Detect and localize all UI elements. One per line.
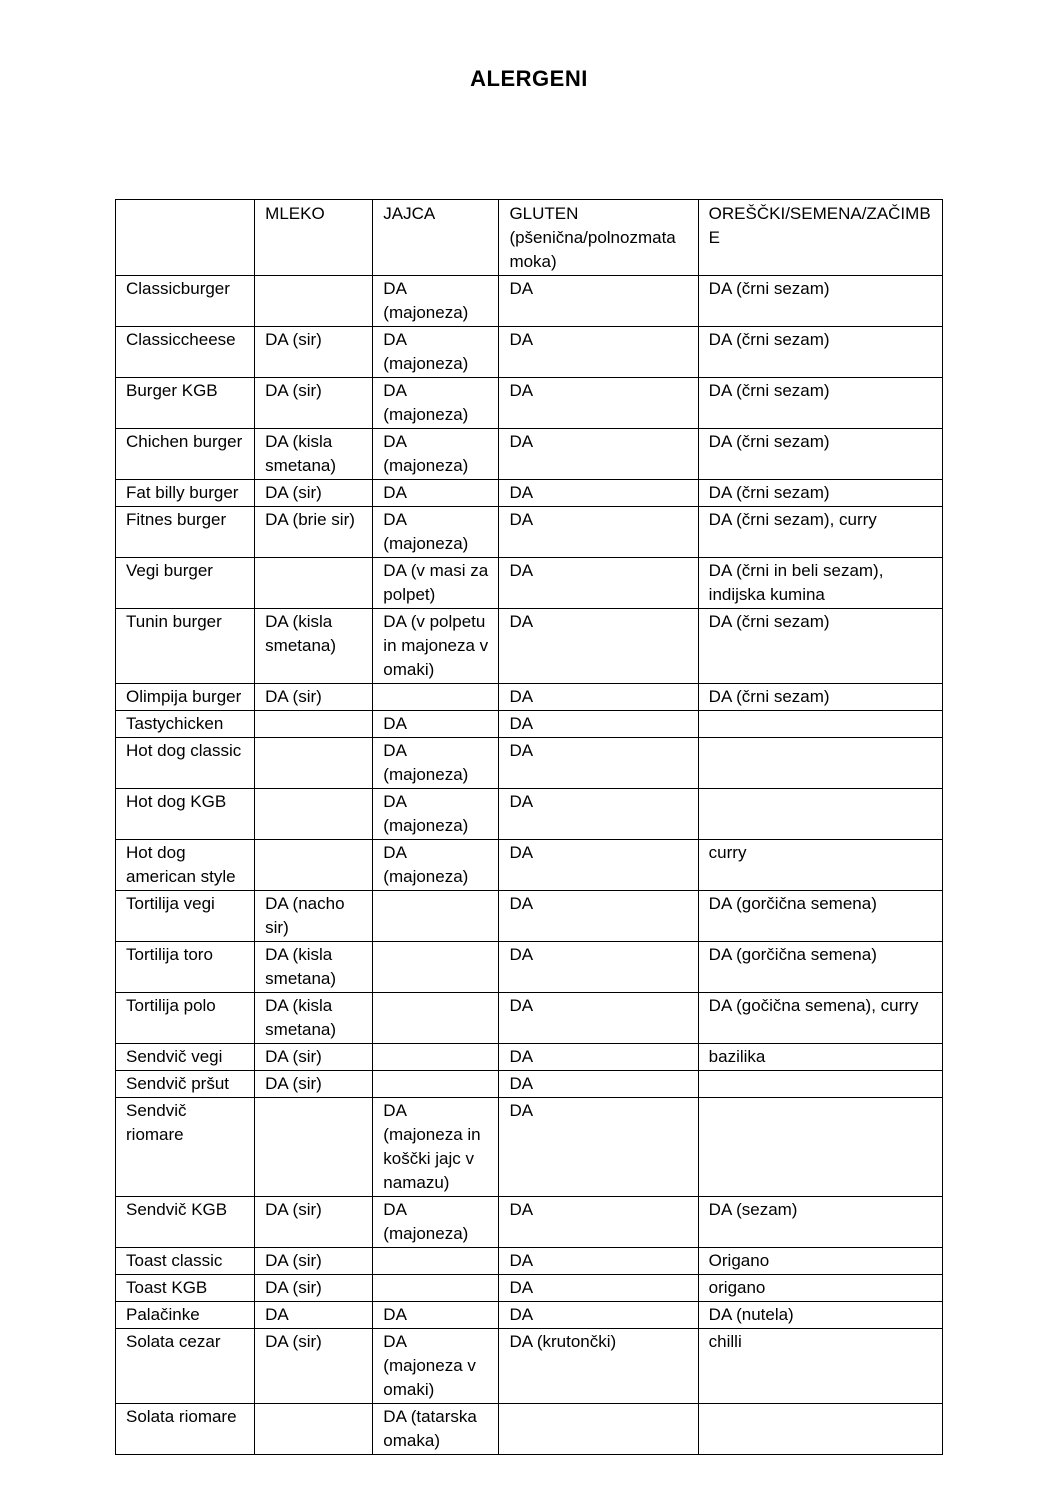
table-row	[116, 1044, 943, 1071]
item-name-cell: Toast KGB	[116, 1275, 255, 1302]
table-row	[116, 738, 943, 789]
eggs-cell: DA (majoneza)	[373, 738, 499, 789]
nuts-seeds-spices-cell: DA (črni sezam), curry	[698, 507, 942, 558]
table-row	[116, 1098, 943, 1197]
milk-cell	[255, 1098, 373, 1197]
eggs-cell: DA (majoneza)	[373, 1197, 499, 1248]
nuts-seeds-spices-cell: DA (črni in beli sezam), indijska kumina	[698, 558, 942, 609]
table-row	[116, 1404, 943, 1455]
nuts-seeds-spices-cell: DA (črni sezam)	[698, 480, 942, 507]
milk-cell	[255, 789, 373, 840]
item-name-cell: Solata cezar	[116, 1329, 255, 1404]
gluten-cell: DA	[499, 558, 698, 609]
nuts-seeds-spices-cell: origano	[698, 1275, 942, 1302]
item-name-cell: Sendvič riomare	[116, 1098, 255, 1197]
milk-cell: DA (sir)	[255, 480, 373, 507]
table-row	[116, 378, 943, 429]
milk-cell: DA (kisla smetana)	[255, 429, 373, 480]
gluten-cell: DA	[499, 942, 698, 993]
nuts-seeds-spices-cell: DA (nutela)	[698, 1302, 942, 1329]
table-row	[116, 1329, 943, 1404]
table-row	[116, 891, 943, 942]
item-name-cell: Hot dog classic	[116, 738, 255, 789]
milk-cell	[255, 738, 373, 789]
table-row	[116, 789, 943, 840]
table-row	[116, 507, 943, 558]
eggs-cell: DA	[373, 711, 499, 738]
gluten-cell	[499, 1404, 698, 1455]
eggs-cell: DA	[373, 480, 499, 507]
table-row	[116, 840, 943, 891]
table-row	[116, 684, 943, 711]
milk-cell: DA (sir)	[255, 1044, 373, 1071]
nuts-seeds-spices-cell	[698, 1071, 942, 1098]
item-name-cell: Tastychicken	[116, 711, 255, 738]
gluten-cell: DA	[499, 1248, 698, 1275]
item-name-cell: Tortilija toro	[116, 942, 255, 993]
item-name-cell: Tortilija vegi	[116, 891, 255, 942]
milk-cell: DA (sir)	[255, 684, 373, 711]
gluten-cell: DA	[499, 738, 698, 789]
milk-cell	[255, 711, 373, 738]
gluten-cell: DA (krutončki)	[499, 1329, 698, 1404]
nuts-seeds-spices-cell: DA (gorčična semena)	[698, 942, 942, 993]
milk-cell	[255, 276, 373, 327]
eggs-cell	[373, 891, 499, 942]
nuts-seeds-spices-cell: DA (črni sezam)	[698, 684, 942, 711]
nuts-seeds-spices-cell: curry	[698, 840, 942, 891]
gluten-cell: DA	[499, 684, 698, 711]
header-cell-nuts-seeds-spices: OREŠČKI/SEMENA/ZAČIMBE	[698, 200, 942, 276]
gluten-cell: DA	[499, 480, 698, 507]
gluten-cell: DA	[499, 891, 698, 942]
milk-cell: DA (sir)	[255, 1197, 373, 1248]
item-name-cell: Hot dog KGB	[116, 789, 255, 840]
gluten-cell: DA	[499, 1197, 698, 1248]
item-name-cell: Palačinke	[116, 1302, 255, 1329]
nuts-seeds-spices-cell: DA (črni sezam)	[698, 378, 942, 429]
eggs-cell: DA (majoneza in koščki jajc v namazu)	[373, 1098, 499, 1197]
nuts-seeds-spices-cell	[698, 1098, 942, 1197]
eggs-cell: DA (v masi za polpet)	[373, 558, 499, 609]
item-name-cell: Vegi burger	[116, 558, 255, 609]
nuts-seeds-spices-cell: DA (črni sezam)	[698, 327, 942, 378]
page-title: ALERGENI	[470, 66, 588, 91]
item-name-cell: Sendvič vegi	[116, 1044, 255, 1071]
eggs-cell	[373, 993, 499, 1044]
table-row	[116, 276, 943, 327]
milk-cell: DA (kisla smetana)	[255, 609, 373, 684]
eggs-cell	[373, 942, 499, 993]
gluten-cell: DA	[499, 1275, 698, 1302]
nuts-seeds-spices-cell: DA (črni sezam)	[698, 276, 942, 327]
table-row	[116, 1071, 943, 1098]
gluten-cell: DA	[499, 711, 698, 738]
item-name-cell: Burger KGB	[116, 378, 255, 429]
eggs-cell: DA (majoneza)	[373, 429, 499, 480]
milk-cell: DA (kisla smetana)	[255, 942, 373, 993]
milk-cell	[255, 840, 373, 891]
nuts-seeds-spices-cell	[698, 738, 942, 789]
milk-cell: DA (brie sir)	[255, 507, 373, 558]
eggs-cell: DA (majoneza)	[373, 378, 499, 429]
nuts-seeds-spices-cell: DA (črni sezam)	[698, 609, 942, 684]
milk-cell: DA (sir)	[255, 1275, 373, 1302]
nuts-seeds-spices-cell: bazilika	[698, 1044, 942, 1071]
item-name-cell: Sendvič KGB	[116, 1197, 255, 1248]
eggs-cell: DA (majoneza)	[373, 327, 499, 378]
table-row	[116, 429, 943, 480]
milk-cell: DA (sir)	[255, 1329, 373, 1404]
item-name-cell: Classiccheese	[116, 327, 255, 378]
table-row	[116, 1302, 943, 1329]
gluten-cell: DA	[499, 840, 698, 891]
item-name-cell: Olimpija burger	[116, 684, 255, 711]
item-name-cell: Solata riomare	[116, 1404, 255, 1455]
milk-cell: DA (sir)	[255, 1248, 373, 1275]
header-cell-eggs: JAJCA	[373, 200, 499, 276]
header-cell-gluten: GLUTEN (pšenična/polnozmata moka)	[499, 200, 698, 276]
allergen-table	[115, 199, 943, 1455]
eggs-cell	[373, 1044, 499, 1071]
table-row	[116, 942, 943, 993]
milk-cell: DA (nacho sir)	[255, 891, 373, 942]
gluten-cell: DA	[499, 507, 698, 558]
table-row	[116, 609, 943, 684]
item-name-cell: Fitnes burger	[116, 507, 255, 558]
nuts-seeds-spices-cell: DA (gočična semena), curry	[698, 993, 942, 1044]
table-row	[116, 558, 943, 609]
gluten-cell: DA	[499, 1071, 698, 1098]
gluten-cell: DA	[499, 429, 698, 480]
milk-cell: DA	[255, 1302, 373, 1329]
eggs-cell: DA (majoneza)	[373, 789, 499, 840]
eggs-cell: DA (majoneza)	[373, 840, 499, 891]
table-header-row	[116, 200, 943, 276]
table-row	[116, 1275, 943, 1302]
header-cell-item	[116, 200, 255, 276]
eggs-cell: DA (tatarska omaka)	[373, 1404, 499, 1455]
item-name-cell: Hot dog american style	[116, 840, 255, 891]
table-row	[116, 480, 943, 507]
item-name-cell: Tortilija polo	[116, 993, 255, 1044]
gluten-cell: DA	[499, 378, 698, 429]
gluten-cell: DA	[499, 993, 698, 1044]
nuts-seeds-spices-cell: DA (sezam)	[698, 1197, 942, 1248]
gluten-cell: DA	[499, 609, 698, 684]
eggs-cell: DA	[373, 1302, 499, 1329]
eggs-cell: DA (v polpetu in majoneza v omaki)	[373, 609, 499, 684]
gluten-cell: DA	[499, 276, 698, 327]
eggs-cell	[373, 1275, 499, 1302]
item-name-cell: Fat billy burger	[116, 480, 255, 507]
gluten-cell: DA	[499, 1044, 698, 1071]
nuts-seeds-spices-cell	[698, 789, 942, 840]
gluten-cell: DA	[499, 1098, 698, 1197]
gluten-cell: DA	[499, 789, 698, 840]
item-name-cell: Toast classic	[116, 1248, 255, 1275]
eggs-cell: DA (majoneza)	[373, 276, 499, 327]
table-row	[116, 993, 943, 1044]
eggs-cell: DA (majoneza)	[373, 507, 499, 558]
nuts-seeds-spices-cell: DA (gorčična semena)	[698, 891, 942, 942]
table-row	[116, 1248, 943, 1275]
table-row	[116, 327, 943, 378]
eggs-cell	[373, 1071, 499, 1098]
header-cell-milk: MLEKO	[255, 200, 373, 276]
nuts-seeds-spices-cell: DA (črni sezam)	[698, 429, 942, 480]
milk-cell: DA (sir)	[255, 1071, 373, 1098]
eggs-cell	[373, 1248, 499, 1275]
item-name-cell: Sendvič pršut	[116, 1071, 255, 1098]
milk-cell: DA (sir)	[255, 327, 373, 378]
item-name-cell: Chichen burger	[116, 429, 255, 480]
table-row	[116, 1197, 943, 1248]
eggs-cell	[373, 684, 499, 711]
nuts-seeds-spices-cell	[698, 1404, 942, 1455]
milk-cell: DA (kisla smetana)	[255, 993, 373, 1044]
nuts-seeds-spices-cell: Origano	[698, 1248, 942, 1275]
item-name-cell: Classicburger	[116, 276, 255, 327]
item-name-cell: Tunin burger	[116, 609, 255, 684]
table-row	[116, 711, 943, 738]
eggs-cell: DA (majoneza v omaki)	[373, 1329, 499, 1404]
milk-cell	[255, 1404, 373, 1455]
milk-cell	[255, 558, 373, 609]
nuts-seeds-spices-cell	[698, 711, 942, 738]
gluten-cell: DA	[499, 327, 698, 378]
gluten-cell: DA	[499, 1302, 698, 1329]
nuts-seeds-spices-cell: chilli	[698, 1329, 942, 1404]
milk-cell: DA (sir)	[255, 378, 373, 429]
